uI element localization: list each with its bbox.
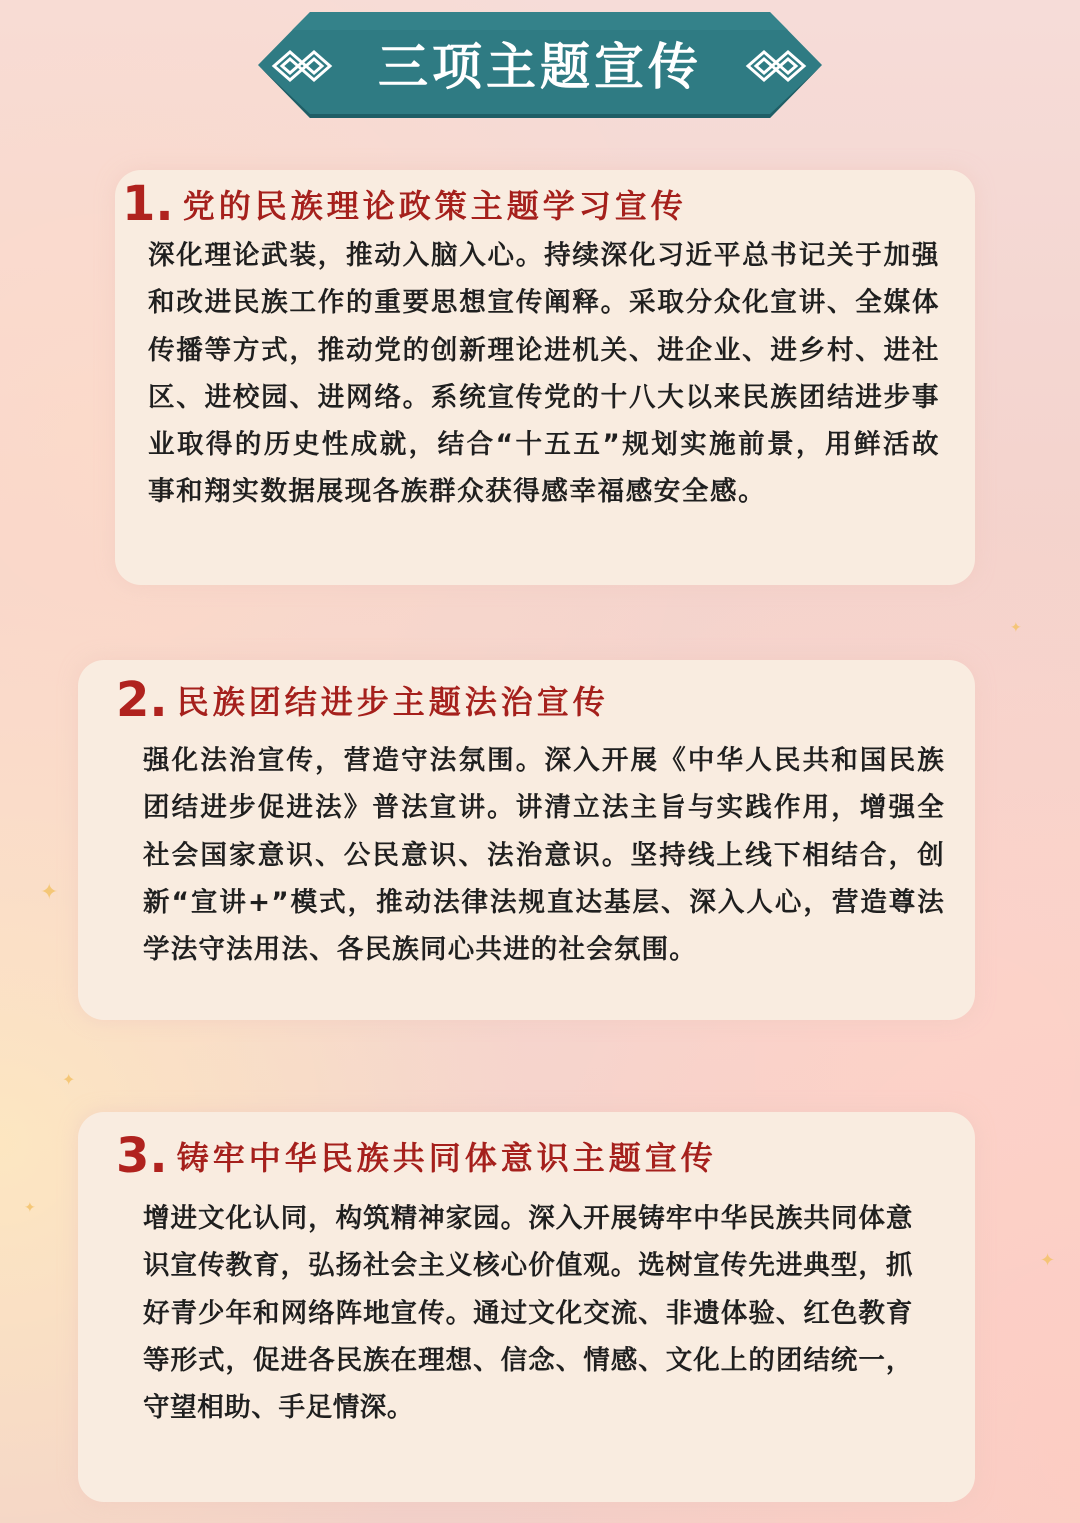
page-title: 三项主题宣传 — [378, 38, 702, 96]
sparkle-icon: ✦ — [40, 880, 59, 905]
sparkle-icon: ✦ — [1010, 620, 1022, 636]
section-title: 党的民族理论政策主题学习宣传 — [182, 187, 687, 225]
section-heading-1 — [122, 176, 687, 232]
section-number: 3. — [116, 1128, 168, 1184]
section-number: 2. — [116, 672, 168, 728]
section-title: 民族团结进步主题法治宣传 — [176, 683, 609, 721]
section-heading-3 — [116, 1128, 717, 1184]
section-body-text: 增进文化认同，构筑精神家园。深入开展铸牢中华民族共同体意识宣传教育，弘扬社会主义核心价值观。选树宣传先进典型，抓好青少年和网络阵地宣传。通过文化交流、非遗体验、红色教育等形式，促进各民族在理想、信念、情感、文化上的团结统一，守望相助、手足情深。 — [143, 1203, 913, 1424]
double-diamond-knot-icon — [270, 46, 336, 86]
double-diamond-knot-icon — [744, 46, 810, 86]
section-number: 1. — [122, 176, 174, 232]
section-title: 铸牢中华民族共同体意识主题宣传 — [176, 1139, 717, 1177]
section-body-text: 深化理论武装，推动入脑入心。持续深化习近平总书记关于加强和改进民族工作的重要思想宣传阐释。采取分众化宣讲、全媒体传播等方式，推动党的创新理论进机关、进企业、进乡村、进社区、进校园、进网络。系统宣传党的十八大以来民族团结进步事业取得的历史性成就，结合“十五五”规划实施前景，用鲜活故事和翔实数据展现各族群众获得感幸福感安全感。 — [148, 240, 940, 508]
section-heading-2 — [116, 672, 609, 728]
sparkle-icon: ✦ — [62, 1070, 76, 1089]
sparkle-icon: ✦ — [24, 1200, 36, 1216]
sparkle-icon: ✦ — [1040, 1250, 1056, 1271]
title-banner — [258, 12, 822, 118]
section-body-text: 强化法治宣传，营造守法氛围。深入开展《中华人民共和国民族团结进步促进法》普法宣讲。讲清立法主旨与实践作用，增强全社会国家意识、公民意识、法治意识。坚持线上线下相结合，创新“宣讲+”模式，推动法律法规直达基层、深入人心，营造尊法学法守法用法、各民族同心共进的社会氛围。 — [143, 745, 945, 966]
